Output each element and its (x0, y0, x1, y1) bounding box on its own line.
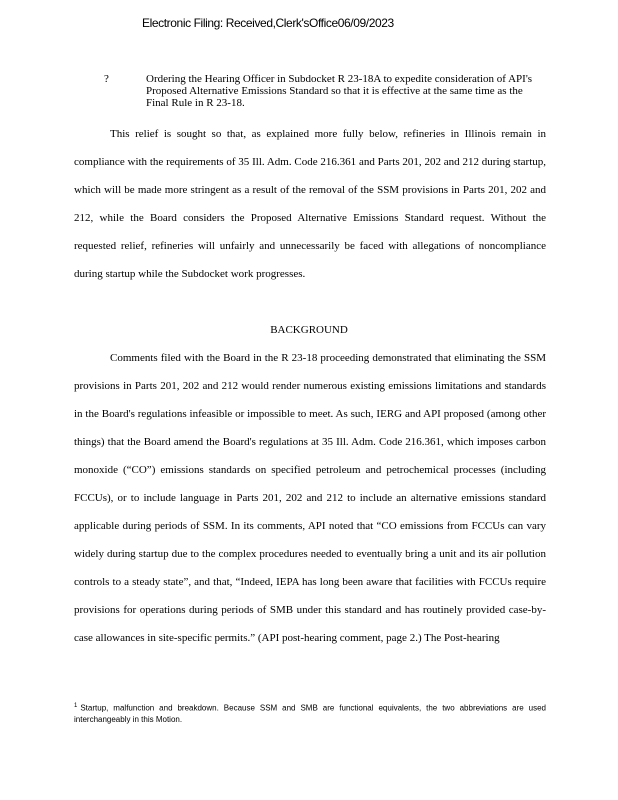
bullet-marker: ? (104, 73, 109, 85)
filing-stamp-header: Electronic Filing: Received,Clerk'sOffice06/09/2023 (142, 16, 394, 30)
bullet-text: Ordering the Hearing Officer in Subdocket R 23-18A to expedite consideration of API's Proposed Alternative Emissions Standard so that it is effective at the same time as the Final Rule in R 23-18. (146, 73, 533, 109)
background-paragraph (74, 344, 546, 652)
footnote-text: Startup, malfunction and breakdown. Because SSM and SMB are functional equivalents, the two abbreviations are used interchangeably in this Motion. (74, 703, 546, 724)
footnote (74, 701, 546, 725)
section-heading-background: BACKGROUND (270, 324, 348, 336)
footnote-marker: 1 (74, 703, 78, 709)
relief-paragraph-text: This relief is sought so that, as explained more fully below, refineries in Illinois remain in compliance with the requirements of 35 Ill. Adm. Code 216.361 and Parts 201, 202 and 212 during startup, which will be made more stringent as a result of the removal of the SSM provisions in Parts 201, 202 and 212, while the Board considers the Proposed Alternative Emissions Standard request. Without the requested relief, refineries will unfairly and unnecessarily be faced with allegations of noncompliance during startup while the Subdocket work progresses. (74, 128, 546, 280)
relief-paragraph (74, 120, 546, 288)
background-paragraph-text: Comments filed with the Board in the R 23-18 proceeding demonstrated that eliminating the SSM provisions in Parts 201, 202 and 212 would render numerous existing emissions limitations and standards in the Board's regulations infeasible or impossible to meet. As such, IERG and API proposed (among other things) that the Board amend the Board's regulations at 35 Ill. Adm. Code 216.361, which imposes carbon monoxide (“CO”) emissions standards on specified petroleum and petrochemical processes (including FCCUs), or to include language in Parts 201, 202 and 212 to include an alternative emissions standard applicable during periods of SSM. In its comments, API noted that “CO emissions from FCCUs can vary widely during startup due to the complex procedures needed to eventually bring a unit and its air pollution controls to a steady state”, and that, “Indeed, IEPA has long been aware that facilities with FCCUs require provisions for operations during periods of SMB under this standard and has routinely provided case-by-case allowances in site-specific permits.” (API post-hearing comment, page 2.) The Post-hearing (74, 352, 546, 644)
